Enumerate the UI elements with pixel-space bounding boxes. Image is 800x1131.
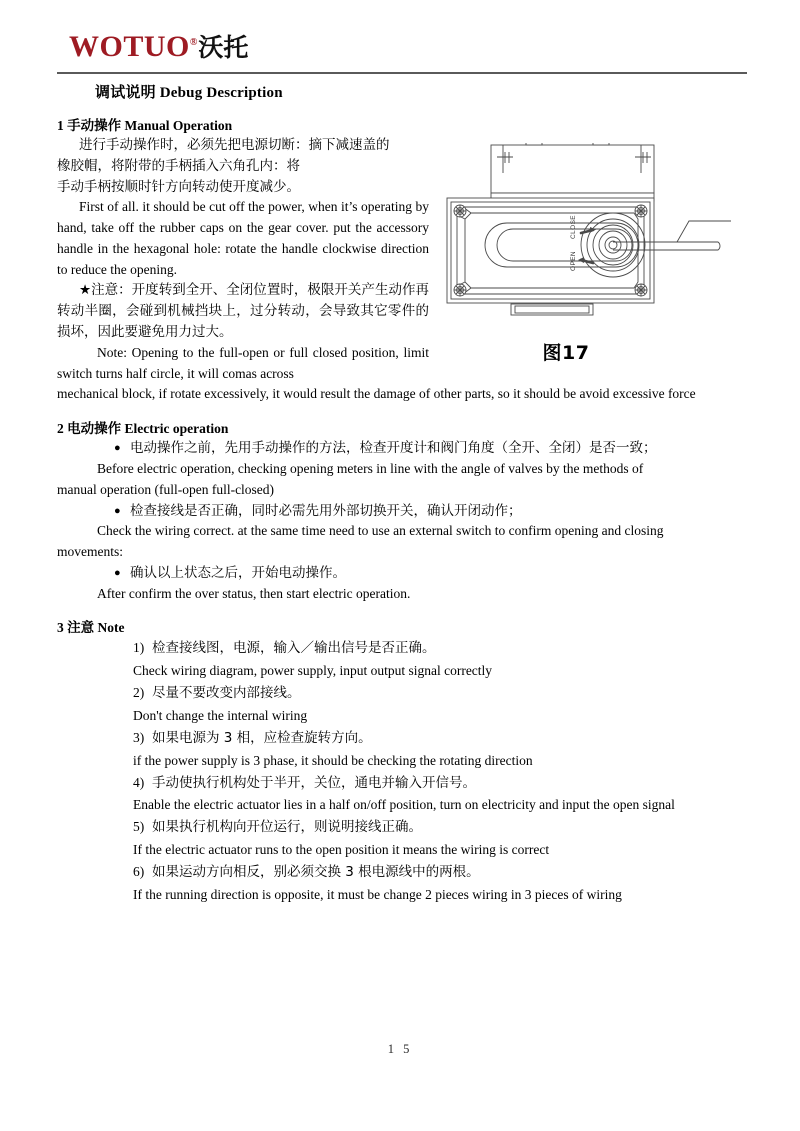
- section-3-heading: 3 注意 Note: [57, 620, 125, 636]
- bullet-dot-icon: ●: [114, 442, 121, 455]
- page-content: [57, 0, 747, 906]
- note-item-4-number: 4): [133, 774, 145, 790]
- section-1-warning-cn: ★注意：开度转到全开、全闭位置时，极限开关产生动作再转动半圈，会碰到机械挡块上，过分转动，会导致其它零件的损坏，因此要避免用力过大。: [57, 282, 429, 341]
- list-item: [57, 637, 747, 660]
- note-item-3-cn: 如果电源为 3 相，应检查旋转方向。: [152, 729, 372, 746]
- note-item-2-en: Don't change the internal wiring: [133, 707, 308, 723]
- figure-caption: 图17: [542, 342, 590, 364]
- section-1-note-en-narrow: Note: Opening to the full-open or full closed position, limit switch turns half circle, it will comas across: [57, 344, 429, 381]
- note-item-3-number: 3): [133, 729, 145, 745]
- list-item: [57, 772, 747, 795]
- section-2-item-3-en-line-1: After confirm the over status, then start electric operation.: [97, 585, 411, 601]
- note-item-3-en: if the power supply is 3 phase, it should be checking the rotating direction: [133, 752, 533, 768]
- bullet-item: [57, 438, 747, 500]
- note-item-5-number: 5): [133, 819, 145, 835]
- section-2-item-2-en-line-2: movements:: [57, 544, 123, 560]
- page-header: [57, 0, 747, 102]
- section-2-heading: 2 电动操作 Electric operation: [57, 421, 229, 437]
- section-1-cn-line-1: 进行手动操作时，必须先把电源切断：摘下减速盖的: [79, 137, 390, 153]
- bullet-item: [57, 501, 747, 563]
- section-note: [57, 616, 747, 905]
- section-1-narrow-column: [57, 135, 429, 384]
- section-2-item-2-cn: 检查接线是否正确，同时必需先用外部切换开关，确认开闭动作；: [130, 502, 522, 519]
- header-divider: [57, 72, 747, 74]
- brand-logo: [57, 32, 747, 66]
- note-item-1-number: 1): [133, 640, 145, 656]
- brand-logo-text: WOTUO: [69, 30, 190, 63]
- registered-trademark-icon: ®: [189, 37, 198, 48]
- section-2-item-1-en-line-2: manual operation (full-open full-closed): [57, 481, 275, 497]
- note-item-1-cn: 检查接线图，电源，输入／输出信号是否正确。: [152, 640, 436, 657]
- section-1-cn-line-3: 手动手柄按顺时针方向转动使开度减少。: [57, 178, 300, 195]
- note-item-4-en: Enable the electric actuator lies in a half on/off position, turn on electricity and input the open signal: [133, 797, 675, 813]
- note-item-6-cn: 如果运动方向相反，别必须交换 3 根电源线中的两根。: [152, 864, 480, 880]
- figure-label-close: CLOSE: [570, 214, 577, 239]
- note-item-5-cn: 如果执行机构向开位运行，则说明接线正确。: [152, 819, 422, 836]
- list-item: [57, 727, 747, 750]
- section-2-item-1-en-line-1: Before electric operation, checking opening meters in line with the angle of valves by the methods of: [97, 460, 644, 476]
- note-item-6-number: 6): [133, 864, 145, 879]
- figure-actuator-drawing: [441, 143, 753, 368]
- note-item-4-cn: 手动使执行机构处于半开，关位，通电并输入开信号。: [152, 774, 476, 791]
- list-item: [57, 682, 747, 705]
- section-1-heading: 1 手动操作 Manual Operation: [57, 118, 233, 133]
- page-number: 1 5: [387, 1042, 413, 1056]
- actuator-diagram-svg: [441, 143, 753, 333]
- list-item: [57, 861, 747, 884]
- section-electric-operation: [57, 417, 747, 604]
- note-item-1-en: Check wiring diagram, power supply, input output signal correctly: [133, 663, 493, 679]
- section-2-item-1-cn: 电动操作之前，先用手动操作的方法，检查开度计和阀门角度（全开、全闭）是否一致；: [130, 440, 657, 457]
- note-item-2-cn: 尽量不要改变内部接线。: [152, 685, 301, 702]
- section-2-item-2-en-line-1: Check the wiring correct. at the same time need to use an external switch to confirm opening and closing: [97, 523, 664, 539]
- page-title: 调试说明 Debug Description: [95, 85, 283, 101]
- section-1-cn-line-2: 橡胶帽，将附带的手柄插入六角孔内：将: [57, 157, 300, 174]
- figure-label-open: OPEN: [570, 250, 577, 271]
- note-item-5-en: If the electric actuator runs to the open position it means the wiring is correct: [133, 842, 550, 858]
- list-item: [57, 816, 747, 839]
- note-list: [57, 637, 747, 905]
- bullet-item: [57, 563, 747, 605]
- bullet-dot-icon: ●: [114, 566, 121, 579]
- section-2-item-3-cn: 确认以上状态之后，开始电动操作。: [130, 564, 346, 581]
- note-item-6-en: If the running direction is opposite, it must be change 2 pieces wiring in 3 pieces of wiring: [133, 886, 622, 902]
- section-1-en-paragraph: First of all. it should be cut off the power, when it’s operating by hand, take off the rubber caps on the gear cover. put the accessory handle in the hexagonal hole: rotate the handle clockwise direction to reduce the opening.: [57, 199, 429, 277]
- note-item-2-number: 2): [133, 685, 145, 701]
- brand-logo-chinese: 沃托: [198, 33, 249, 62]
- section-1-note-en-full: mechanical block, if rotate excessively, it would result the damage of other parts, so it should be avoid excessive force: [57, 386, 696, 402]
- bullet-dot-icon: ●: [114, 504, 121, 517]
